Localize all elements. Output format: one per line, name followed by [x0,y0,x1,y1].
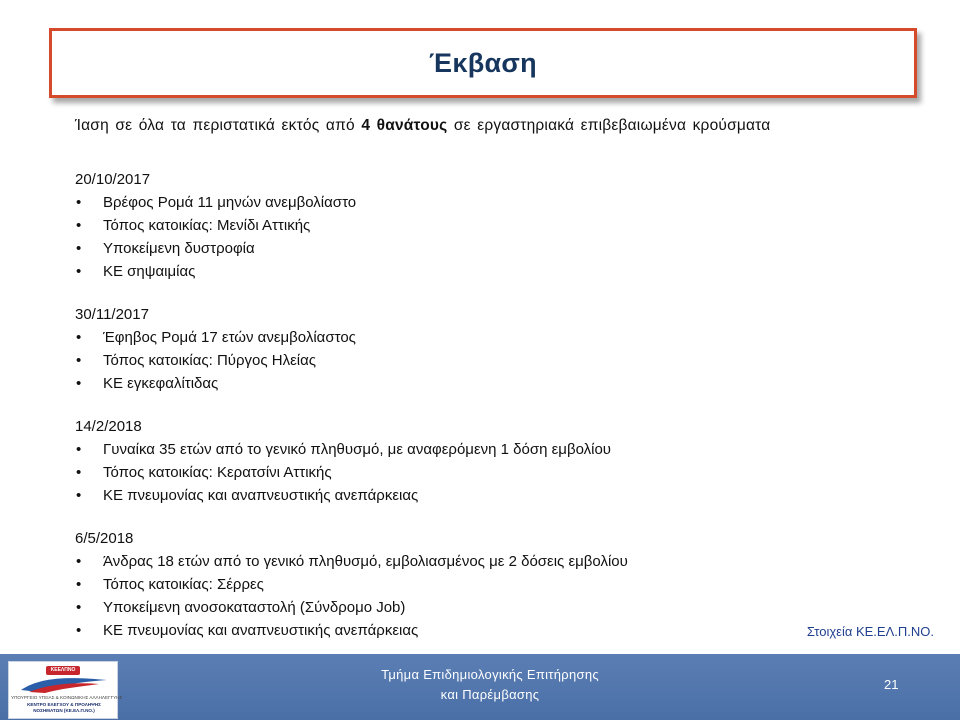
intro-bold: 4 θανάτους [361,117,448,134]
case-detail-text: Υποκείμενη δυστροφία [103,240,255,257]
case-detail-text: ΚΕ εγκεφαλίτιδας [103,375,219,392]
case-detail-text: Άνδρας 18 ετών από το γενικό πληθυσμό, εμβολιασμένος με 2 δόσεις εμβολίου [103,553,628,570]
case-date: 20/10/2017 [75,171,151,188]
case-detail-text: Βρέφος Ρομά 11 μηνών ανεμβολίαστο [103,194,357,211]
logo-line-ministry: ΥΠΟΥΡΓΕΙΟ ΥΓΕΙΑΣ & ΚΟΙΝΩΝΙΚΗΣ ΑΛΛΗΛΕΓΓΥΗΣ [11,695,123,700]
case-detail-item [75,619,855,642]
case-date: 30/11/2017 [75,306,149,323]
case-detail-item [75,260,855,283]
footer-line1: Τμήμα Επιδημιολογικής Επιτήρησης [381,667,599,682]
case-detail-item [75,438,855,461]
case-details [75,550,855,642]
case-detail-text: Τόπος κατοικίας: Πύργος Ηλείας [103,352,317,369]
case-detail-text: Γυναίκα 35 ετών από το γενικό πληθυσμό, με αναφερόμενη 1 δόση εμβολίου [103,441,612,458]
case-detail-item [75,461,855,484]
case-detail-item [75,550,855,573]
case-detail-item [75,349,855,372]
case-detail-item [75,237,855,260]
slide-title: Έκβαση [429,47,537,78]
case-detail-text: ΚΕ σηψαιμίας [103,263,196,280]
case-detail-item [75,191,855,214]
keelpno-logo [8,661,123,719]
source-note: Στοιχεία ΚΕ.ΕΛ.Π.ΝΟ. [806,624,934,639]
bullet-icon: • [76,553,82,570]
case-block [75,169,855,283]
case-details [75,191,855,283]
case-detail-text: ΚΕ πνευμονίας και αναπνευστικής ανεπάρκειας [103,487,419,504]
bullet-icon: • [76,194,82,211]
case-detail-item [75,573,855,596]
intro-text [75,117,935,135]
case-detail-item [75,214,855,237]
logo-badge-text: ΚΕΕΛΠΝΟ [50,667,76,673]
bullet-icon: • [76,576,82,593]
bullet-icon: • [76,487,82,504]
case-detail-text: ΚΕ πνευμονίας και αναπνευστικής ανεπάρκειας [103,622,419,639]
bullet-icon: • [76,263,82,280]
page-number: 21 [884,677,899,692]
case-detail-item [75,372,855,395]
case-detail-text: Τόπος κατοικίας: Σέρρες [103,576,264,593]
case-detail-text: Υποκείμενη ανοσοκαταστολή (Σύνδρομο Job) [103,599,406,616]
slide-title-box [49,28,917,98]
bullet-icon: • [76,599,82,616]
case-block [75,528,855,642]
bullet-icon: • [76,217,82,234]
case-details [75,438,855,507]
intro-after: σε εργαστηριακά επιβεβαιωμένα κρούσματα [453,117,771,134]
case-detail-item [75,596,855,619]
case-detail-text: Έφηβος Ρομά 17 ετών ανεμβολίαστος [103,329,356,346]
case-detail-item [75,484,855,507]
case-details [75,326,855,395]
bullet-icon: • [76,464,82,481]
footer-bar [0,654,960,720]
cases-list [75,169,855,663]
case-block [75,416,855,507]
case-date: 6/5/2018 [75,530,134,547]
case-block [75,304,855,395]
footer-line2: και Παρέμβασης [440,687,540,702]
bullet-icon: • [76,240,82,257]
bullet-icon: • [76,375,82,392]
logo-line-acronym: ΝΟΣΗΜΑΤΩΝ (ΚΕ.ΕΛ.Π.ΝΟ.) [33,708,95,713]
case-detail-text: Τόπος κατοικίας: Κερατσίνι Αττικής [103,464,332,481]
case-detail-item [75,326,855,349]
logo-wing-icon [19,674,109,694]
bullet-icon: • [76,441,82,458]
logo-line-center: ΚΕΝΤΡΟ ΕΛΕΓΧΟΥ & ΠΡΟΛΗΨΗΣ [27,702,101,707]
case-date: 14/2/2018 [75,418,142,435]
bullet-icon: • [76,329,82,346]
bullet-icon: • [76,352,82,369]
footer-department [340,665,640,705]
bullet-icon: • [76,622,82,639]
intro-before: Ίαση σε όλα τα περιστατικά εκτός από [75,117,355,134]
case-detail-text: Τόπος κατοικίας: Μενίδι Αττικής [103,217,311,234]
